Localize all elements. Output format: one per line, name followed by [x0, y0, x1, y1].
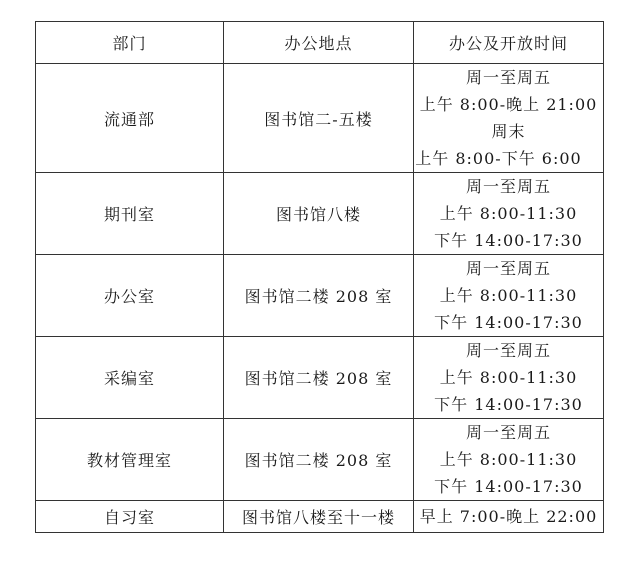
department-cell: 办公室	[36, 255, 224, 337]
hours-line: 上午 8:00-11:30	[439, 450, 578, 469]
hours-line: 下午 14:00-17:30	[434, 477, 583, 496]
location-cell: 图书馆八楼	[224, 173, 414, 255]
department-cell: 自习室	[36, 501, 224, 533]
table-row	[36, 419, 604, 501]
hours-cell	[414, 419, 604, 501]
hours-cell	[414, 255, 604, 337]
table-row	[36, 173, 604, 255]
opening-hours-table	[35, 21, 604, 533]
table-body	[36, 64, 604, 533]
hours-cell	[414, 501, 604, 533]
hours-cell	[414, 173, 604, 255]
header-location: 办公地点	[224, 22, 414, 64]
hours-line: 早上 7:00-晚上 22:00	[419, 507, 598, 526]
hours-line: 上午 8:00-11:30	[439, 286, 578, 305]
location-cell: 图书馆二楼 208 室	[224, 255, 414, 337]
hours-cell	[414, 64, 604, 173]
hours-line: 下午 14:00-17:30	[434, 395, 583, 414]
department-cell: 流通部	[36, 64, 224, 173]
table-row	[36, 337, 604, 419]
hours-lines	[414, 173, 603, 254]
table-row	[36, 255, 604, 337]
department-cell: 采编室	[36, 337, 224, 419]
table-header	[36, 22, 604, 64]
hours-lines	[414, 337, 603, 418]
hours-lines	[414, 255, 603, 336]
hours-line: 上午 8:00-11:30	[439, 368, 578, 387]
location-cell: 图书馆二楼 208 室	[224, 419, 414, 501]
hours-cell	[414, 337, 604, 419]
hours-line: 下午 14:00-17:30	[434, 231, 583, 250]
location-cell: 图书馆八楼至十一楼	[224, 501, 414, 533]
header-hours: 办公及开放时间	[414, 22, 604, 64]
hours-line: 上午 8:00-晚上 21:00	[419, 95, 598, 114]
hours-line: 周一至周五	[465, 177, 551, 196]
hours-line: 周末	[491, 122, 526, 141]
hours-line: 周一至周五	[465, 259, 551, 278]
location-cell: 图书馆二楼 208 室	[224, 337, 414, 419]
hours-lines	[414, 64, 603, 172]
header-row	[36, 22, 604, 64]
hours-line: 下午 14:00-17:30	[434, 313, 583, 332]
hours-line: 上午 8:00-下午 6:00	[415, 149, 582, 168]
hours-line: 周一至周五	[465, 341, 551, 360]
table-row	[36, 64, 604, 173]
hours-line: 周一至周五	[465, 423, 551, 442]
location-cell: 图书馆二-五楼	[224, 64, 414, 173]
department-cell: 期刊室	[36, 173, 224, 255]
hours-line: 周一至周五	[465, 68, 551, 87]
hours-line: 上午 8:00-11:30	[439, 204, 578, 223]
header-department: 部门	[36, 22, 224, 64]
table-row	[36, 501, 604, 533]
hours-lines	[414, 419, 603, 500]
department-cell: 教材管理室	[36, 419, 224, 501]
